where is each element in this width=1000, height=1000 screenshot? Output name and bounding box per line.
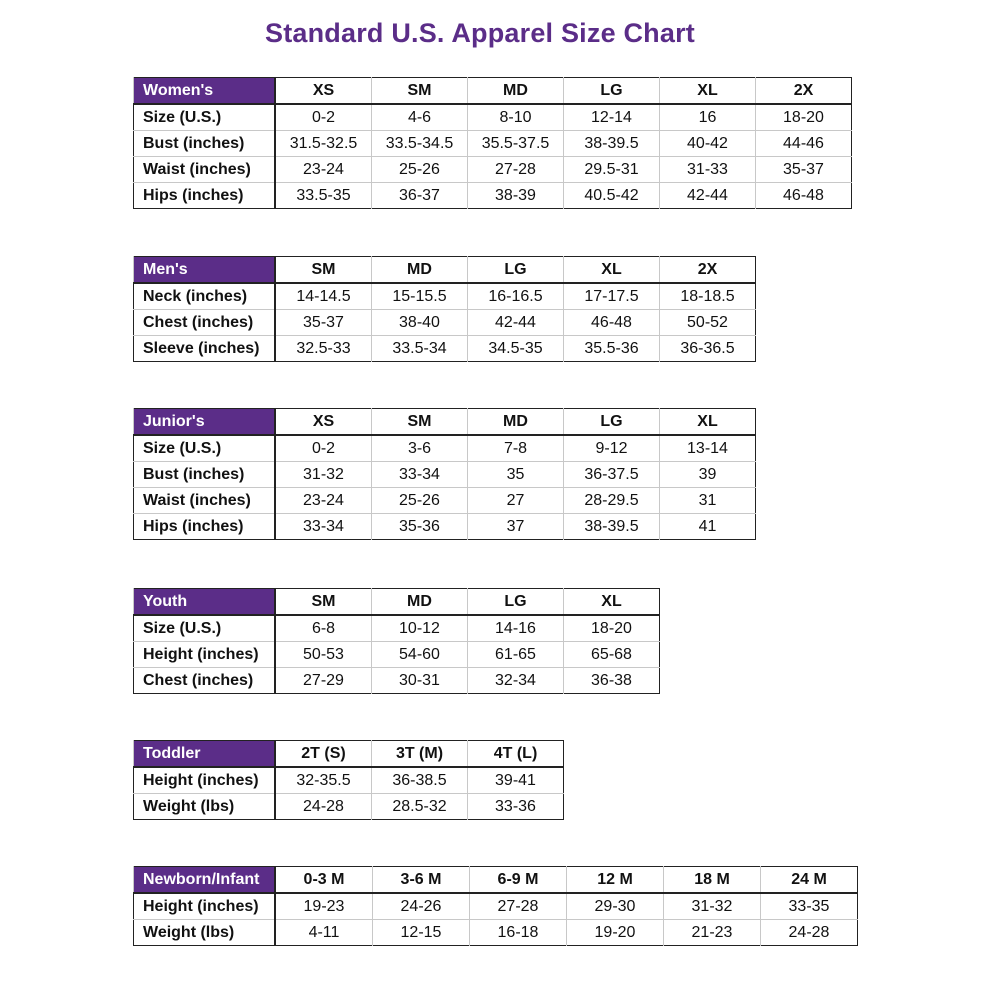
size-header: XL (564, 257, 660, 284)
row-label: Height (inches) (134, 767, 276, 794)
table-cell: 24-28 (761, 920, 858, 946)
table-cell: 0-2 (275, 435, 372, 462)
table-cell: 14-14.5 (275, 283, 372, 310)
table-cell: 33.5-35 (275, 183, 372, 209)
table-cell: 27-28 (468, 157, 564, 183)
row-label: Weight (lbs) (134, 794, 276, 820)
table-cell: 35 (468, 462, 564, 488)
table-cell: 16-18 (470, 920, 567, 946)
size-header: 12 M (567, 867, 664, 894)
table-cell: 34.5-35 (468, 336, 564, 362)
youth-size-table (133, 588, 660, 694)
table-cell: 31-33 (660, 157, 756, 183)
row-label: Weight (lbs) (134, 920, 276, 946)
table-cell: 9-12 (564, 435, 660, 462)
size-header: SM (275, 589, 372, 616)
table-cell: 36-37 (372, 183, 468, 209)
row-label: Size (U.S.) (134, 104, 276, 131)
table-cell: 36-36.5 (660, 336, 756, 362)
table-row (134, 283, 756, 310)
row-label: Chest (inches) (134, 668, 276, 694)
table-row (134, 336, 756, 362)
size-header: LG (564, 78, 660, 105)
row-label: Hips (inches) (134, 514, 276, 540)
table-cell: 13-14 (660, 435, 756, 462)
table-category-label: Toddler (134, 741, 276, 768)
table-cell: 16 (660, 104, 756, 131)
table-cell: 16-16.5 (468, 283, 564, 310)
table-cell: 54-60 (372, 642, 468, 668)
table-cell: 27-29 (275, 668, 372, 694)
size-header: LG (564, 409, 660, 436)
table-cell: 33-35 (761, 893, 858, 920)
page-title: Standard U.S. Apparel Size Chart (265, 18, 695, 48)
size-header: XL (660, 409, 756, 436)
table-row (134, 893, 858, 920)
table-header-row (134, 257, 756, 284)
table-cell: 31.5-32.5 (275, 131, 372, 157)
table-cell: 23-24 (275, 157, 372, 183)
table-cell: 31-32 (275, 462, 372, 488)
table-cell: 38-40 (372, 310, 468, 336)
juniors-size-table (133, 408, 756, 540)
table-cell: 27-28 (470, 893, 567, 920)
table-cell: 4-11 (275, 920, 373, 946)
row-label: Bust (inches) (134, 462, 276, 488)
row-label: Size (U.S.) (134, 435, 276, 462)
table-cell: 39 (660, 462, 756, 488)
table-cell: 36-37.5 (564, 462, 660, 488)
row-label: Hips (inches) (134, 183, 276, 209)
table-cell: 6-8 (275, 615, 372, 642)
table-row (134, 310, 756, 336)
table-cell: 27 (468, 488, 564, 514)
table-category-label: Newborn/Infant (134, 867, 276, 894)
row-label: Chest (inches) (134, 310, 276, 336)
table-cell: 8-10 (468, 104, 564, 131)
table-cell: 18-20 (756, 104, 852, 131)
newborn-infant-size-table (133, 866, 858, 946)
mens-size-table (133, 256, 756, 362)
womens-size-table (133, 77, 852, 209)
size-header: SM (372, 409, 468, 436)
size-header: XS (275, 409, 372, 436)
table-cell: 12-15 (373, 920, 470, 946)
table-cell: 21-23 (664, 920, 761, 946)
table-cell: 65-68 (564, 642, 660, 668)
table-cell: 50-52 (660, 310, 756, 336)
table-header-row (134, 867, 858, 894)
table-cell: 28-29.5 (564, 488, 660, 514)
size-header: MD (468, 78, 564, 105)
row-label: Bust (inches) (134, 131, 276, 157)
table-cell: 17-17.5 (564, 283, 660, 310)
table-row (134, 668, 660, 694)
size-header: XL (564, 589, 660, 616)
table-cell: 46-48 (756, 183, 852, 209)
table-cell: 40.5-42 (564, 183, 660, 209)
table-cell: 18-20 (564, 615, 660, 642)
table-cell: 23-24 (275, 488, 372, 514)
table-row (134, 462, 756, 488)
size-header: SM (372, 78, 468, 105)
table-cell: 35-36 (372, 514, 468, 540)
size-header: 2T (S) (275, 741, 372, 768)
table-row (134, 615, 660, 642)
table-cell: 4-6 (372, 104, 468, 131)
table-category-label: Women's (134, 78, 276, 105)
table-cell: 31 (660, 488, 756, 514)
table-row (134, 488, 756, 514)
table-cell: 50-53 (275, 642, 372, 668)
size-header: 6-9 M (470, 867, 567, 894)
size-header: LG (468, 257, 564, 284)
table-header-row (134, 409, 756, 436)
row-label: Waist (inches) (134, 157, 276, 183)
size-header: 4T (L) (468, 741, 564, 768)
table-cell: 14-16 (468, 615, 564, 642)
row-label: Height (inches) (134, 642, 276, 668)
table-cell: 35.5-37.5 (468, 131, 564, 157)
table-cell: 12-14 (564, 104, 660, 131)
table-header-row (134, 741, 564, 768)
row-label: Waist (inches) (134, 488, 276, 514)
table-row (134, 642, 660, 668)
table-cell: 24-26 (373, 893, 470, 920)
row-label: Height (inches) (134, 893, 276, 920)
row-label: Neck (inches) (134, 283, 276, 310)
table-cell: 32-34 (468, 668, 564, 694)
table-cell: 29-30 (567, 893, 664, 920)
table-cell: 33-34 (275, 514, 372, 540)
table-cell: 33.5-34.5 (372, 131, 468, 157)
size-header: MD (372, 257, 468, 284)
table-cell: 33-34 (372, 462, 468, 488)
table-row (134, 131, 852, 157)
size-header: XL (660, 78, 756, 105)
table-cell: 32.5-33 (275, 336, 372, 362)
table-row (134, 104, 852, 131)
table-row (134, 514, 756, 540)
table-cell: 42-44 (660, 183, 756, 209)
table-cell: 40-42 (660, 131, 756, 157)
table-cell: 44-46 (756, 131, 852, 157)
table-cell: 32-35.5 (275, 767, 372, 794)
table-cell: 30-31 (372, 668, 468, 694)
size-header: 3T (M) (372, 741, 468, 768)
size-header: 18 M (664, 867, 761, 894)
table-cell: 41 (660, 514, 756, 540)
table-row (134, 435, 756, 462)
table-cell: 7-8 (468, 435, 564, 462)
table-row (134, 794, 564, 820)
size-header: 3-6 M (373, 867, 470, 894)
table-row (134, 920, 858, 946)
table-cell: 37 (468, 514, 564, 540)
size-header: 2X (660, 257, 756, 284)
table-cell: 39-41 (468, 767, 564, 794)
table-row (134, 767, 564, 794)
row-label: Size (U.S.) (134, 615, 276, 642)
size-header: 2X (756, 78, 852, 105)
table-cell: 25-26 (372, 157, 468, 183)
table-cell: 33-36 (468, 794, 564, 820)
table-cell: 31-32 (664, 893, 761, 920)
table-cell: 0-2 (275, 104, 372, 131)
row-label: Sleeve (inches) (134, 336, 276, 362)
table-cell: 38-39 (468, 183, 564, 209)
table-cell: 28.5-32 (372, 794, 468, 820)
table-cell: 18-18.5 (660, 283, 756, 310)
table-cell: 19-23 (275, 893, 373, 920)
toddler-size-table (133, 740, 564, 820)
table-cell: 36-38 (564, 668, 660, 694)
table-header-row (134, 589, 660, 616)
table-cell: 25-26 (372, 488, 468, 514)
size-header: LG (468, 589, 564, 616)
table-cell: 19-20 (567, 920, 664, 946)
table-category-label: Men's (134, 257, 276, 284)
size-header: 24 M (761, 867, 858, 894)
table-cell: 35-37 (756, 157, 852, 183)
table-header-row (134, 78, 852, 105)
table-cell: 24-28 (275, 794, 372, 820)
table-category-label: Junior's (134, 409, 276, 436)
size-header: MD (372, 589, 468, 616)
table-cell: 35-37 (275, 310, 372, 336)
table-cell: 46-48 (564, 310, 660, 336)
table-category-label: Youth (134, 589, 276, 616)
table-cell: 33.5-34 (372, 336, 468, 362)
table-cell: 35.5-36 (564, 336, 660, 362)
size-header: XS (275, 78, 372, 105)
table-cell: 61-65 (468, 642, 564, 668)
table-cell: 15-15.5 (372, 283, 468, 310)
table-cell: 38-39.5 (564, 514, 660, 540)
table-cell: 36-38.5 (372, 767, 468, 794)
size-header: SM (275, 257, 372, 284)
table-row (134, 157, 852, 183)
table-cell: 10-12 (372, 615, 468, 642)
table-cell: 38-39.5 (564, 131, 660, 157)
size-header: 0-3 M (275, 867, 373, 894)
size-header: MD (468, 409, 564, 436)
table-row (134, 183, 852, 209)
table-cell: 42-44 (468, 310, 564, 336)
table-cell: 3-6 (372, 435, 468, 462)
table-cell: 29.5-31 (564, 157, 660, 183)
